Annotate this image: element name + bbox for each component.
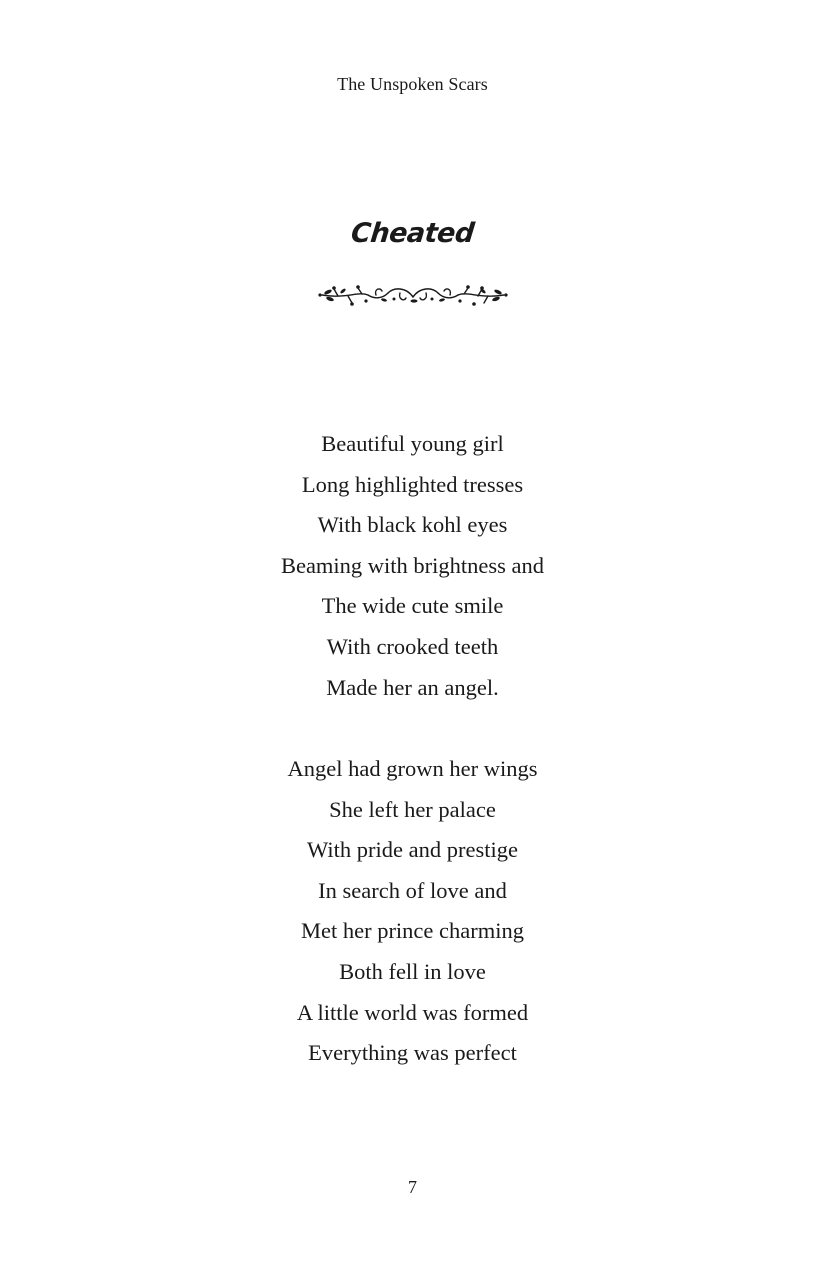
running-header: The Unspoken Scars [337,74,488,94]
poem-stanza-2 [0,749,825,1074]
poem-line: Long highlighted tresses [301,471,524,497]
poem-line: A little world was formed [296,999,529,1025]
poem-line: The wide cute smile [321,593,504,619]
floral-vine-divider-icon [318,283,508,309]
poem-line: Beautiful young girl [321,431,504,456]
page-number: 7 [408,1177,417,1197]
poem-line: With crooked teeth [326,633,499,659]
poem-line: Angel had grown her wings [287,756,538,781]
poem-title: Cheated [349,218,476,249]
poem-line: Everything was perfect [308,1040,517,1066]
poem-line: She left her palace [329,796,496,822]
poem-line: With black kohl eyes [317,512,508,538]
poem-line: Beaming with brightness and [280,552,545,578]
poem-line: Made her an angel. [326,674,499,700]
poem-line: Met her prince charming [300,918,525,944]
poem-line: Both fell in love [339,958,486,984]
poem-line: In search of love and [318,877,507,903]
poem-line: With pride and prestige [307,837,518,863]
poem-stanza-1 [0,424,825,708]
